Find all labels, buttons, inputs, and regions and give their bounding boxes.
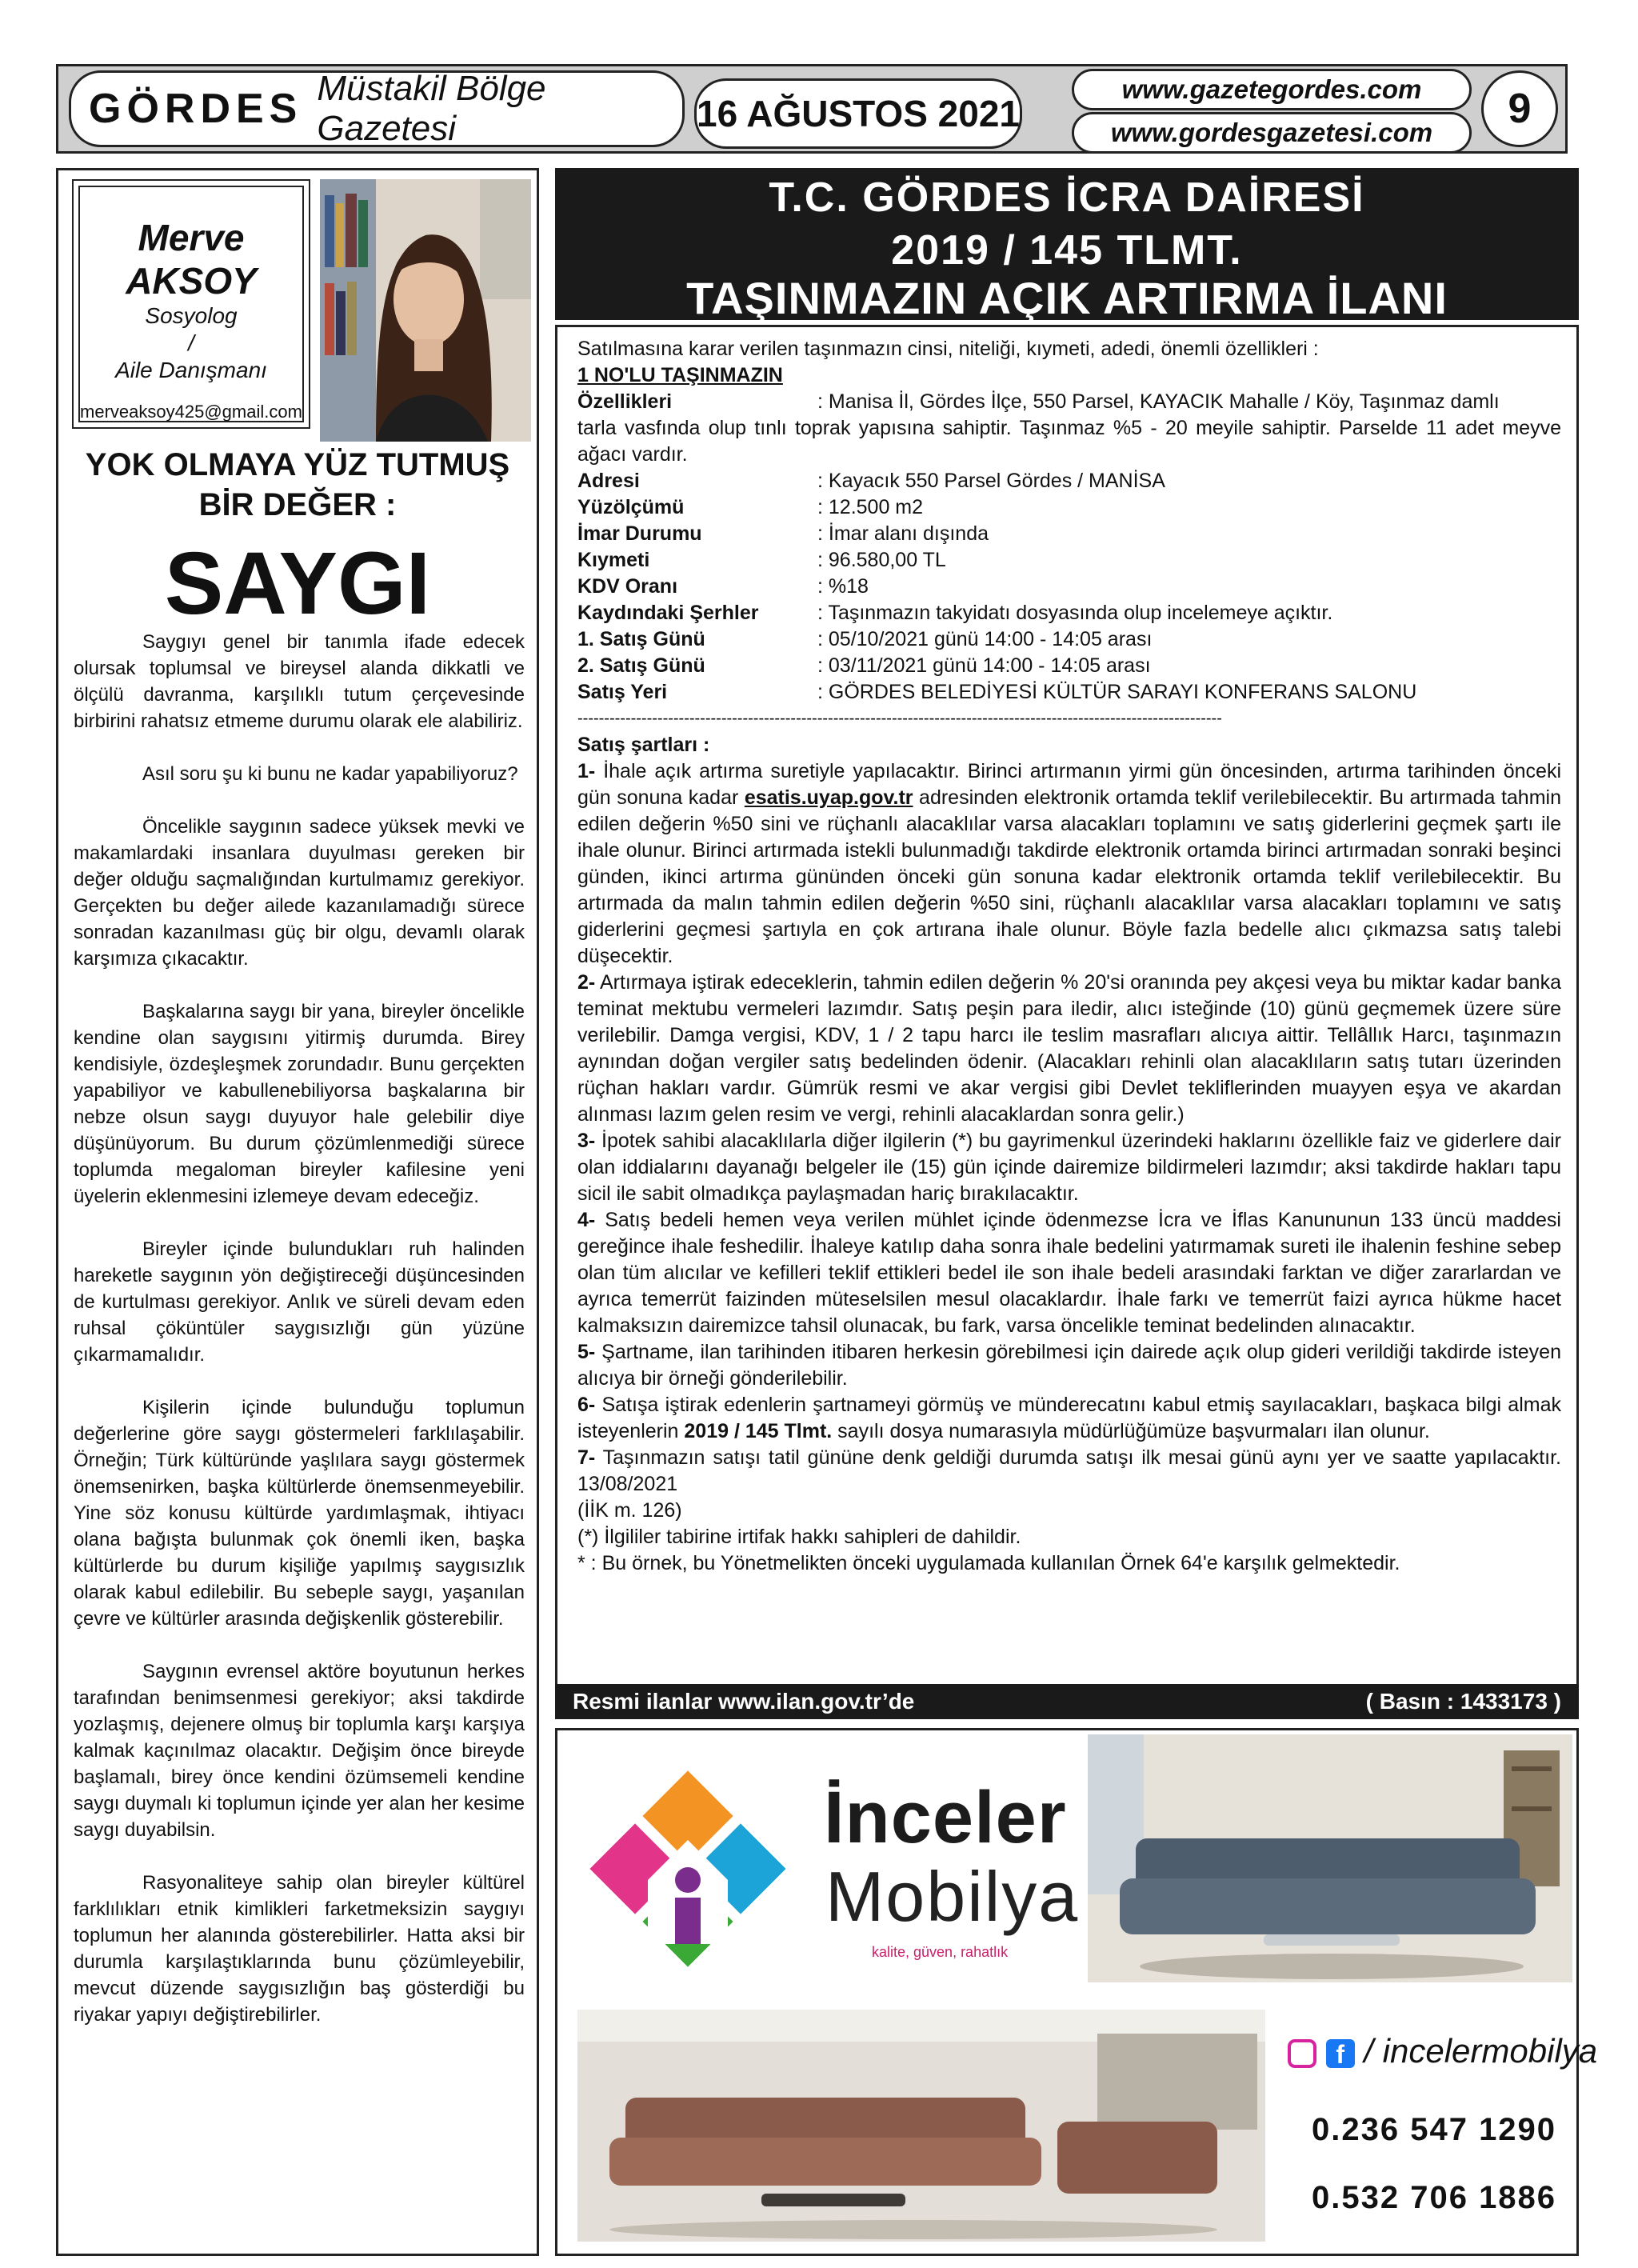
- field-row: [577, 494, 1561, 521]
- sofa-photo-brown: [577, 2010, 1265, 2242]
- field-value: : 12.500 m2: [817, 496, 924, 518]
- term-1: [577, 758, 1561, 970]
- article-paragraph: Kişilerin içinde bulunduğu toplumun değerlerine göre saygı göstermeleri farklılaşabilir. Örneğin; Türk kültüründe yaşlılara saygı göstermek önemsenirken, başka kültürlerde önemsenmeyebilir. Yine söz konusu kültürde yardımlaşmak, ihtiyacı olana bağışta bulunmak çok önemli iken, başka kültürlerde bu durum kişiliğe yapılmış saygısızlık olarak kabul edilebilir. Bu sebeple saygı, yaşanılan çevre ve kültürler arasında değişkenlik gösterebilir.: [74, 1397, 525, 1630]
- official-notices-link[interactable]: Resmi ilanlar www.ilan.gov.tr’de: [573, 1689, 915, 1714]
- footnote-2: * : Bu örnek, bu Yönetmelikten önceki uygulamada kullanılan Örnek 64'e karşılık gelmektedir.: [577, 1552, 1400, 1574]
- press-number: ( Basın : 1433173 ): [1365, 1689, 1561, 1714]
- term-text: Taşınmazın satışı tatil gününe denk geldiği durumda satışı ilk mesai günü aynı yer ve saatte yapılacaktır. 13/08/2021: [577, 1446, 1561, 1495]
- file-number-bold: 2019 / 145 Tlmt.: [684, 1420, 833, 1442]
- notice-intro: Satılmasına karar verilen taşınmazın cinsi, niteliği, kıymeti, adedi, önemli özellikleri :: [577, 338, 1319, 360]
- article-paragraph: Bireyler içinde bulundukları ruh halinden hareketle saygının yön değiştireceği düşüncesinden de kurtulması gerekiyor. Anlık ve süreli devam eden ruhsal çöküntüler saygısızlığı gün yüzüne çıkarmamalıdır.: [74, 1238, 525, 1366]
- column-headline: SAYGI: [164, 534, 431, 633]
- column-title: [56, 445, 539, 525]
- term-text: Şartname, ilan tarihinden itibaren herkesin görebilmesi için dairede açık olup gideri verildiği takdirde isteyen alıcıya bir örneği gönderilebilir.: [577, 1341, 1561, 1390]
- term-text: Satışa iştirak edenlerin şartnameyi görmüş ve münderecatını kabul etmiş sayılacakları, başkaca bilgi almak isteyenlerin: [577, 1394, 1561, 1442]
- field-row: [577, 468, 1561, 494]
- column-title-line-1: YOK OLMAYA YÜZ TUTMUŞ: [85, 447, 510, 482]
- term-text: İhale açık artırma suretiyle yapılacaktır. Birinci artırmanın yirmi gün öncesinden, artırma tarihinden önceki gün sonuna kadar: [577, 760, 1561, 809]
- inceler-logo-icon: [576, 1760, 800, 1984]
- sofa-photo-grey: [1088, 1734, 1572, 1982]
- field-row: [577, 653, 1561, 679]
- ad-brand-name: İnceler: [824, 1777, 1067, 1858]
- author-card: [72, 179, 310, 429]
- term-number: 1-: [577, 760, 596, 782]
- field-row: [577, 521, 1561, 547]
- terms-title: Satış şartları :: [577, 734, 710, 756]
- field-row: [577, 574, 1561, 600]
- article-paragraph: Saygının evrensel aktöre boyutunun herkes tarafından benimsenmesi gerekiyor; aksi takdirde yozlaşmış, dejenere olmuş bir toplumla karşı karşıya kalmak kaçınılmaz olacaktır. Değişim önce bireyde başlamalı, birey önce kendini özümsemeli kendine saygı duymalı ki toplumun içinde yer alan her kesime saygı duyabilsin.: [74, 1661, 525, 1841]
- field-value: : Kayacık 550 Parsel Gördes / MANİSA: [817, 470, 1165, 492]
- phone-number-1[interactable]: 0.236 547 1290: [1312, 2112, 1557, 2147]
- notice-text: [577, 336, 1561, 1577]
- ad-brand-subtitle: Mobilya: [825, 1857, 1080, 1936]
- term-text: Satış bedeli hemen veya verilen mühlet içinde ödenmezse İcra ve İflas Kanununun 133 üncü maddesi gereğince ihale feshedilir. İhaleye katılıp daha sonra ihale bedelini yatırmamak sureti ile ihalenin feshine sebep olan tüm alıcılar ve kefilleri teklif ettikleri bedel ile son ihale bedeli arasındaki farktan ve diğer zararlardan ve ayrıca temerrüt faizinden müteselsilen mesul olacaklardır. İhale farkı ve temerrüt faizi ayrıca hükme hacet kalmaksızın dairemizce tahsil olunacak, bu fark, varsa öncelikle teminat bedelinden alınacaktır.: [577, 1209, 1561, 1337]
- field-label: 2. Satış Günü: [577, 654, 705, 677]
- field-value: : %18: [817, 575, 869, 598]
- website-link-1[interactable]: www.gazetegordes.com: [1072, 69, 1472, 110]
- field-label: Kıymeti: [577, 549, 650, 571]
- term-7: [577, 1445, 1561, 1498]
- term-text: sayılı dosya numarasıyla müdürlüğümüze başvurmaları ilan olunur.: [832, 1420, 1430, 1442]
- term-4: [577, 1207, 1561, 1339]
- term-number: 5-: [577, 1341, 596, 1363]
- field-value: : Manisa İl, Gördes İlçe, 550 Parsel, KAYACIK Mahalle / Köy, Taşınmaz damlı: [817, 390, 1500, 413]
- field-row: [577, 626, 1561, 653]
- notice-office: T.C. GÖRDES İCRA DAİRESİ: [769, 174, 1365, 221]
- author-last-name: AKSOY: [126, 260, 257, 302]
- term-6: [577, 1392, 1561, 1445]
- term-text: Artırmaya iştirak edeceklerin, tahmin edilen değerin % 20'si oranında pey akçesi veya bu miktar kadar banka teminat mektubu vermeleri lazımdır. Satış peşin para iledir, alıcı isteğinde (10) günü geçmemek üzere süre verilebilir. Damga vergisi, KDV, 1 / 2 tapu harcı ile teslim masrafları alıcıya aittir. Tellâllık Harcı, taşınmazın aynından doğan vergiler satış bedelinden ödenir. (Alacakları rehinli olan alacaklıların satış tutarı üzerinden rüçhan hakları vardır. Gümrük resmi ve akar vergisi gibi Devlet tekliflerinden muayyen eşya ve akardan alınması lazım gelen resim ve vergi, rehinli alacaklardan sonra gelir.): [577, 971, 1561, 1126]
- author-role-secondary: Aile Danışmanı: [115, 358, 267, 382]
- term-text: adresinden elektronik ortamda teklif verilebilecektir. Bu artırmada tahmin edilen değerin %50 sini ve rüçhanlı alacaklılar varsa alacakları toplamını ve satış giderlerini geçmek şartı ile ihale olunur. Birinci artırmada istekli bulunmadığı takdirde elektronik ortamda birinci artırmadan sonraki beşinci günden, ikinci artırma gününden önceki gün sonuna kadar elektronik ortamda teklif verilebilecektir. Bu artırmada da malın tahmin edilen değerin %50 sini, rüçhanlı alacaklılar varsa alacakları toplamını ve satış giderlerini geçmesi şartıyla en çok artırana ihale olunur. Böyle fazla bedelle alıcı çıkmazsa satış talebi düşecektir.: [577, 786, 1561, 967]
- article-paragraph: Asıl soru şu ki bunu ne kadar yapabiliyoruz?: [142, 763, 518, 785]
- field-label: Yüzölçümü: [577, 496, 685, 518]
- law-reference: (İİK m. 126): [577, 1499, 682, 1522]
- field-features: [577, 389, 1561, 415]
- field-value: : İmar alanı dışında: [817, 522, 989, 545]
- field-label: Özellikleri: [577, 390, 673, 413]
- notice-footer: [555, 1684, 1579, 1719]
- issue-date: 16 AĞUSTOS 2021: [694, 78, 1022, 149]
- social-handle-text: / incelermobilya: [1364, 2032, 1598, 2070]
- field-value: : 96.580,00 TL: [817, 549, 946, 571]
- facebook-icon: f: [1326, 2039, 1355, 2068]
- lot-title: 1 NO'LU TAŞINMAZIN: [577, 364, 783, 386]
- field-label: Satış Yeri: [577, 681, 668, 703]
- term-text: İpotek sahibi alacaklılarla diğer ilgilerin (*) bu gayrimenkul üzerindeki haklarını özellikle faiz ve giderlere dair olan iddialarını dayanağı belgeler ile (15) gün içinde dairemize bildirmeleri lazımdır; aksi takdirde hakları tapu sicil ile sabit olmadıkça paylaşmadan hariç bırakılacaktır.: [577, 1130, 1561, 1205]
- column-title-line-2: BİR DEĞER :: [198, 487, 397, 522]
- column-article: [74, 629, 525, 2054]
- term-number: 2-: [577, 971, 596, 994]
- field-label: Adresi: [577, 470, 640, 492]
- field-row: [577, 547, 1561, 574]
- ad-tagline: kalite, güven, rahatlık: [872, 1944, 1009, 1960]
- term-number: 4-: [577, 1209, 596, 1231]
- term-2: [577, 970, 1561, 1128]
- author-role-separator: /: [188, 330, 194, 355]
- article-paragraph: Öncelikle saygının sadece yüksek mevki ve makamlardaki insanlara duyulması gereken bir değer olduğu saçmalığından kurtulmamız gerekiyor. Gerçekten bu değer ailede kazanılamadığı sürece sonradan kazanılması güç bir olgu, devamlı olarak karşımıza çıkacaktır.: [74, 816, 525, 970]
- features-continued: tarla vasfında olup tınlı toprak yapısına sahiptir. Taşınmaz %5 - 20 meyile sahiptir. Parselde 11 adet meyve ağacı vardır.: [577, 417, 1561, 466]
- term-number: 6-: [577, 1394, 596, 1416]
- field-row: [577, 600, 1561, 626]
- author-photo: [320, 179, 531, 442]
- author-role: Sosyolog: [145, 303, 238, 328]
- esatis-link[interactable]: esatis.uyap.gov.tr: [744, 786, 913, 809]
- field-label: Kaydındaki Şerhler: [577, 602, 759, 624]
- term-number: 7-: [577, 1446, 596, 1469]
- field-label: KDV Oranı: [577, 575, 678, 598]
- notice-title: TAŞINMAZIN AÇIK ARTIRMA İLANI: [686, 273, 1448, 323]
- article-paragraph: Rasyonaliteye sahip olan bireyler kültürel farklılıkları etnik kimlikleri farketmeksizin saygıyı toplumun her alanında gösterebilirler. Hatta aksi bir durumla karşılaştıklarında bunu çözümleyebilir, mevcut düzende saygısızlığın baş gösterdiği bu riyakar yapıyı değiştirebilirler.: [74, 1872, 525, 2026]
- field-value: : 05/10/2021 günü 14:00 - 14:05 arası: [817, 628, 1153, 650]
- notice-header: [555, 168, 1579, 323]
- field-label: İmar Durumu: [577, 522, 702, 545]
- page-number: 9: [1481, 70, 1558, 147]
- website-link-2[interactable]: www.gordesgazetesi.com: [1072, 112, 1472, 154]
- article-paragraph: Başkalarına saygı bir yana, bireyler öncelikle kendine olan saygısını yitirmiş durumda. Birey kendisiyle, özdeşleşmek zorundadır. Bunu gerçekten yapabiliyor ve kabullenebiliyorsa başkalarına bir nebze olsun saygı duyuyor hale gelebilir diye düşünüyorum. Bu durum çözümlenmediği sürece toplumda megaloman bireyler kafilesine yeni üyelerin eklenmesini izlemeye devam edeceğiz.: [74, 1001, 525, 1207]
- newspaper-name: GÖRDES: [89, 86, 303, 132]
- field-value: : GÖRDES BELEDİYESİ KÜLTÜR SARAYI KONFERANS SALONU: [817, 681, 1417, 703]
- phone-number-2[interactable]: 0.532 706 1886: [1312, 2180, 1557, 2215]
- field-label: 1. Satış Günü: [577, 628, 705, 650]
- article-paragraph: Saygıyı genel bir tanımla ifade edecek olursak toplumsal ve bireysel alanda dikkatli ve ölçülü davranma, karşılıklı tutum çerçevesinde birbirini rahatsız etmeme durumu olarak ele alabiliriz.: [74, 631, 525, 732]
- author-first-name: Merve: [138, 217, 245, 258]
- divider-line: -------------------------------------------------------------------------------------------------------------------------: [577, 710, 1222, 727]
- newspaper-tagline: Müstakil Bölge Gazetesi: [317, 69, 546, 148]
- field-value: : 03/11/2021 günü 14:00 - 14:05 arası: [817, 654, 1151, 677]
- term-number: 3-: [577, 1130, 596, 1152]
- masthead-brand: [69, 70, 685, 147]
- instagram-icon: [1288, 2039, 1316, 2068]
- notice-file-number: 2019 / 145 TLMT.: [891, 227, 1243, 274]
- social-handle[interactable]: [1288, 2032, 1597, 2070]
- field-value: : Taşınmazın takyidatı dosyasında olup incelemeye açıktır.: [817, 602, 1333, 624]
- field-row: [577, 679, 1561, 706]
- author-email[interactable]: merveaksoy425@gmail.com: [80, 402, 302, 422]
- term-5: [577, 1339, 1561, 1392]
- term-3: [577, 1128, 1561, 1207]
- footnote-1: (*) İlgililer tabirine irtifak hakkı sahipleri de dahildir.: [577, 1526, 1021, 1548]
